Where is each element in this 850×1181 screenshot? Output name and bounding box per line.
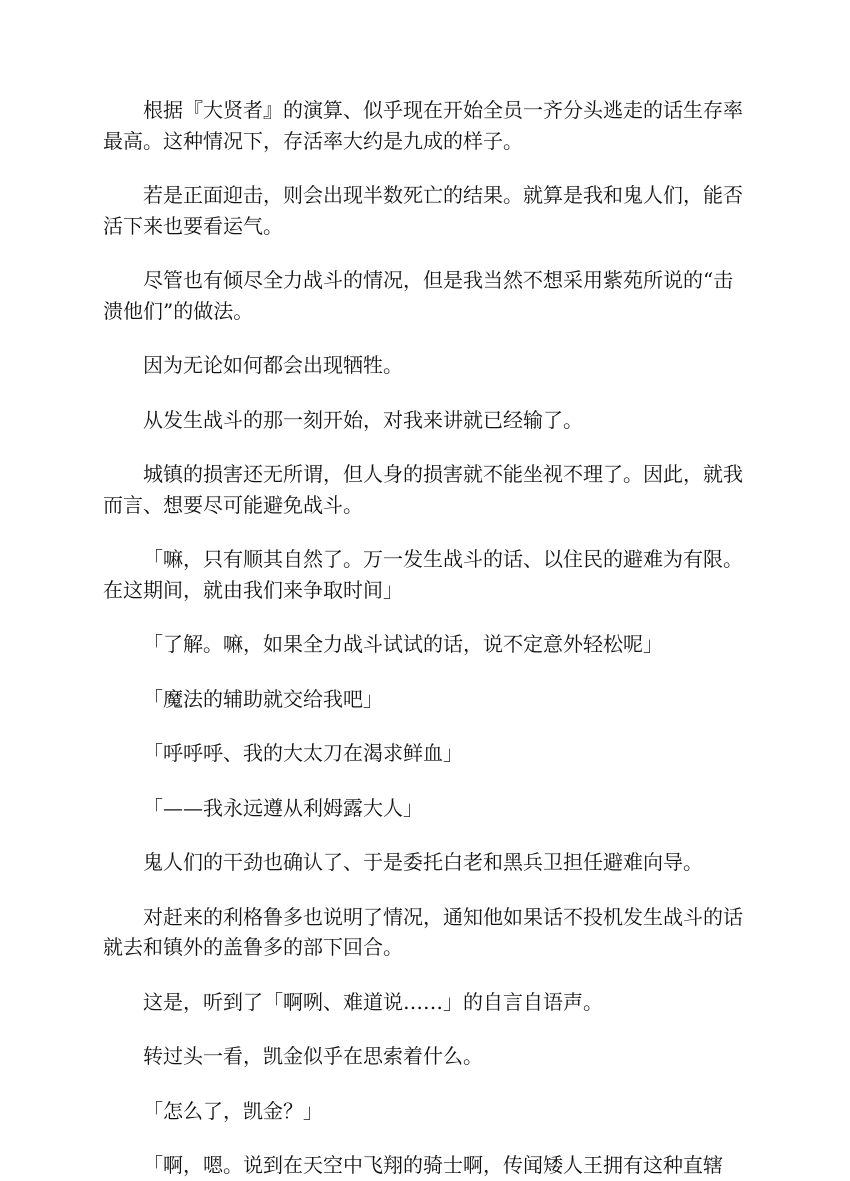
paragraph-5: 从发生战斗的那一刻开始，对我来讲就已经输了。 bbox=[143, 407, 583, 432]
paragraph-9: 「魔法的辅助就交给我吧」 bbox=[143, 686, 383, 711]
paragraph-8: 「了解。嘛，如果全力战斗试试的话，说不定意外轻松呢」 bbox=[143, 632, 663, 656]
paragraph-16: 「怎么了，凯金？」 bbox=[143, 1098, 323, 1123]
paragraph-1: 根据『大贤者』的演算、似乎现在开始全员一齐分头逃走的话生存率最高。这种情况下，存活率大约是九成的样子。 bbox=[103, 98, 743, 153]
paragraph-4: 因为无论如何都会出现牺牲。 bbox=[143, 353, 403, 377]
document-page bbox=[103, 95, 751, 1181]
paragraph-7: 「嘛，只有顺其自然了。万一发生战斗的话、以住民的避难为有限。在这期间，就由我们来争取时间」 bbox=[103, 547, 743, 602]
paragraph-17: 「啊，嗯。说到在天空中飞翔的骑士啊，传闻矮人王拥有这种直辖 bbox=[143, 1153, 723, 1177]
paragraph-2: 若是正面迎击，则会出现半数死亡的结果。就算是我和鬼人们，能否活下来也要看运气。 bbox=[103, 183, 743, 238]
paragraph-3: 尽管也有倾尽全力战斗的情况，但是我当然不想采用紫苑所说的“击溃他们”的做法。 bbox=[103, 268, 734, 323]
paragraph-12: 鬼人们的干劲也确认了、于是委托白老和黑兵卫担任避难向导。 bbox=[143, 850, 703, 874]
paragraph-13: 对赶来的利格鲁多也说明了情况，通知他如果话不投机发生战斗的话就去和镇外的盖鲁多的部下回合。 bbox=[103, 904, 743, 959]
paragraph-10: 「呼呼呼、我的大太刀在渴求鲜血」 bbox=[143, 741, 463, 765]
paragraph-11: 「——我永远遵从利姆露大人」 bbox=[143, 795, 423, 820]
paragraph-14: 这是，听到了「啊咧、难道说……」的自言自语声。 bbox=[143, 989, 603, 1014]
paragraph-6: 城镇的损害还无所谓，但人身的损害就不能坐视不理了。因此，就我而言、想要尽可能避免战斗。 bbox=[103, 462, 743, 517]
paragraph-15: 转过头一看，凯金似乎在思索着什么。 bbox=[143, 1044, 483, 1068]
